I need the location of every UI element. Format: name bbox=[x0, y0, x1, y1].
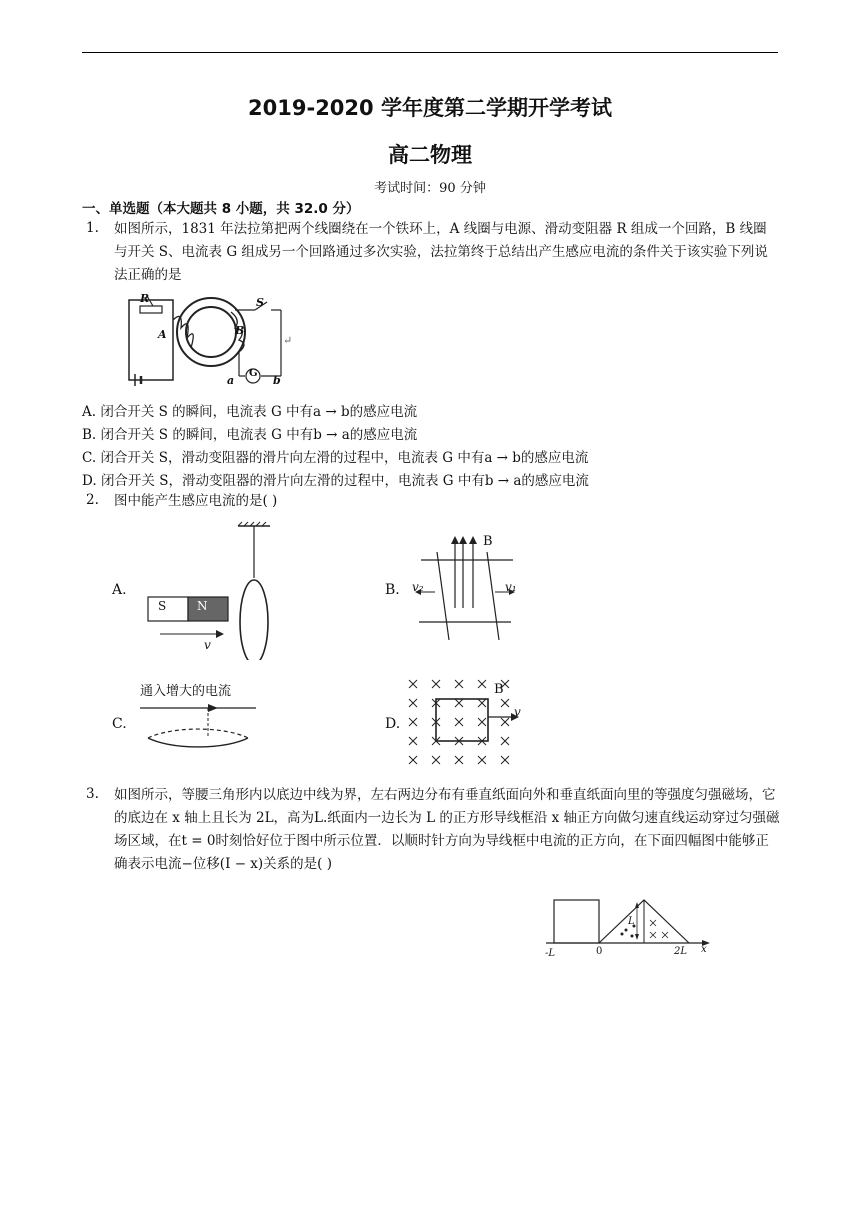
q1-option-a: A. 闭合开关 S 的瞬间，电流表 G 中有a → b的感应电流 bbox=[82, 404, 418, 420]
field-cross-mark bbox=[478, 699, 486, 707]
q1-label-r: R bbox=[140, 292, 150, 305]
q2-figure-d bbox=[405, 676, 535, 772]
q1-option-b: B. 闭合开关 S 的瞬间，电流表 G 中有b → a的感应电流 bbox=[82, 427, 418, 443]
q1-label-b-terminal: b bbox=[273, 374, 281, 387]
q2-label-a: A. bbox=[112, 582, 127, 598]
q2-field-b-label: B bbox=[483, 534, 493, 549]
q1-label-a-coil: A bbox=[158, 328, 167, 341]
q2-magnet-n: N bbox=[197, 599, 208, 613]
q2-label-c: C. bbox=[112, 716, 127, 732]
field-cross-mark bbox=[455, 718, 463, 726]
field-cross-mark bbox=[409, 737, 417, 745]
q3-height-l: L bbox=[628, 916, 635, 927]
q1-label-a-terminal: a bbox=[227, 374, 235, 387]
q1-label-b-coil: B bbox=[235, 324, 245, 337]
q2-number: 2. bbox=[86, 492, 99, 508]
q1-text: 如图所示，1831 年法拉第把两个线圈绕在一个铁环上，A 线圈与电源、滑动变阻器 R 组成一个回路，B 线圈与开关 S、电流表 G 组成另一个回路通过多次实验，法拉第终于总结出产生感应电流的条件关于该实验下列说法正确的是 bbox=[114, 221, 768, 283]
q2-figure-c bbox=[138, 698, 258, 768]
q2-figure-c-caption: 通入增大的电流 bbox=[140, 684, 232, 699]
q1-label-g: G bbox=[249, 368, 258, 379]
field-cross-mark bbox=[432, 756, 440, 764]
q3-text: 如图所示，等腰三角形内以底边中线为界，左右两边分布有垂直纸面向外和垂直纸面向里的等强度匀强磁场，它的底边在 x 轴上且长为 2L，高为L.纸面内一边长为 L 的正方形导线框沿 x 轴正方向做匀速直线运动穿过匀强磁场区域，在t = 0时刻恰好位于图中所示位置．以顺时针方向为导线框中电流的正方向，在下面四幅图中能够正确表示电流−位移(I − x)关系的是( ) bbox=[114, 787, 780, 872]
q1-option-d: D. 闭合开关 S，滑动变阻器的滑片向左滑的过程中，电流表 G 中有b → a的感应电流 bbox=[82, 473, 589, 489]
exam-time: 考试时间：90 分钟 bbox=[374, 181, 486, 196]
q3-axis-x: x bbox=[701, 944, 707, 955]
q3-axis-2l: 2L bbox=[674, 946, 688, 957]
q3-axis-zero: 0 bbox=[596, 946, 603, 957]
exam-title: 2019-2020 学年度第二学期开学考试 bbox=[248, 96, 612, 120]
field-cross-mark bbox=[478, 680, 486, 688]
field-cross-mark bbox=[455, 756, 463, 764]
field-cross-mark bbox=[501, 737, 509, 745]
field-cross-mark bbox=[501, 756, 509, 764]
q2-velocity-a: v bbox=[204, 638, 211, 652]
q1-circuit-figure bbox=[125, 290, 295, 390]
field-cross-mark bbox=[409, 718, 417, 726]
field-cross-mark bbox=[409, 699, 417, 707]
q3-figure bbox=[540, 890, 715, 965]
field-cross-mark bbox=[501, 718, 509, 726]
q2-velocity-d: v bbox=[514, 705, 521, 719]
q1-return-mark: ↵ bbox=[283, 334, 293, 347]
field-cross-mark bbox=[455, 680, 463, 688]
q3-number: 3. bbox=[86, 786, 99, 802]
field-cross-mark bbox=[478, 718, 486, 726]
subject-title: 高二物理 bbox=[388, 143, 472, 167]
q2-field-d-label: B bbox=[494, 682, 504, 697]
field-cross-mark bbox=[478, 756, 486, 764]
q2-velocity-v1: v₁ bbox=[505, 580, 517, 594]
section-heading: 一、单选题（本大题共 8 小题，共 32.0 分） bbox=[82, 201, 360, 217]
field-cross-mark bbox=[501, 699, 509, 707]
field-cross-mark bbox=[409, 680, 417, 688]
q2-velocity-v2: v₂ bbox=[412, 580, 424, 594]
field-cross-mark bbox=[432, 680, 440, 688]
field-cross-mark bbox=[409, 756, 417, 764]
field-cross-mark bbox=[455, 699, 463, 707]
q2-magnet-s: S bbox=[158, 599, 167, 613]
q1-option-c: C. 闭合开关 S，滑动变阻器的滑片向左滑的过程中，电流表 G 中有a → b的感应电流 bbox=[82, 450, 589, 466]
q2-label-d: D. bbox=[385, 716, 401, 732]
q1-number: 1. bbox=[86, 220, 99, 236]
q2-text: 图中能产生感应电流的是( ) bbox=[114, 493, 278, 509]
q1-label-s: S bbox=[256, 296, 264, 309]
header-rule bbox=[82, 52, 778, 53]
q3-axis-neg-l: -L bbox=[545, 948, 556, 959]
q2-label-b: B. bbox=[385, 582, 400, 598]
